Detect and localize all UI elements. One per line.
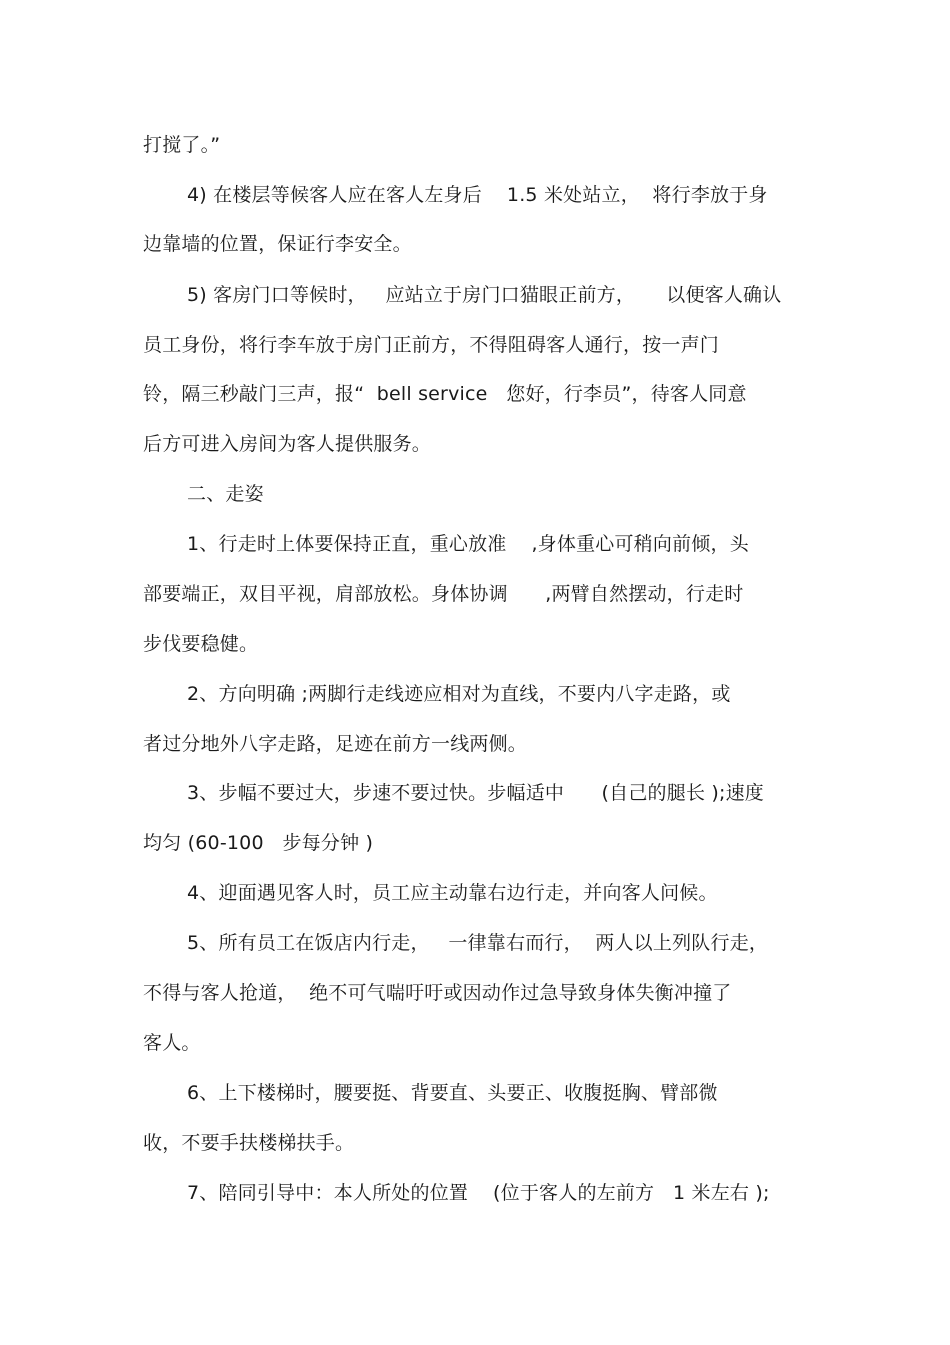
text-line: 不得与客人抢道， 绝不可气喘吁吁或因动作过急导致身体失衡冲撞了 — [143, 982, 732, 1004]
text-line: 部要端正，双目平视，肩部放松。身体协调 ,两臂自然摆动，行走时 — [143, 583, 744, 605]
text-line: 打搅了。” — [143, 134, 221, 156]
section-heading: 二、走姿 — [187, 483, 264, 505]
text-line: 者过分地外八字走路，足迹在前方一线两侧。 — [143, 733, 528, 755]
text-line: 边靠墙的位置，保证行李安全。 — [143, 233, 412, 255]
text-line: 均匀 (60-100 步每分钟 ) — [143, 832, 374, 854]
text-line: 客人。 — [143, 1032, 201, 1054]
text-line: 员工身份，将行李车放于房门正前方，不得阻碍客人通行，按一声门 — [143, 334, 720, 356]
text-line: 收，不要手扶楼梯扶手。 — [143, 1132, 355, 1154]
text-line: 7、陪同引导中：本人所处的位置 (位于客人的左前方 1 米左右 ); — [187, 1182, 770, 1204]
text-line: 5、所有员工在饭店内行走， 一律靠右而行， 两人以上列队行走， — [187, 932, 769, 954]
text-line: 2、方向明确 ;两脚行走线迹应相对为直线，不要内八字走路，或 — [187, 683, 731, 705]
text-line: 5) 客房门口等候时， 应站立于房门口猫眼正前方， 以便客人确认 — [187, 284, 782, 306]
text-line: 步伐要稳健。 — [143, 633, 259, 655]
text-line: 4、迎面遇见客人时，员工应主动靠右边行走，并向客人问候。 — [187, 882, 718, 904]
text-line: 铃，隔三秒敲门三声，报“ bell service 您好，行李员”，待客人同意 — [143, 383, 747, 405]
text-line: 后方可进入房间为客人提供服务。 — [143, 433, 432, 455]
text-line: 4) 在楼层等候客人应在客人左身后 1.5 米处站立， 将行李放于身 — [187, 184, 768, 206]
text-line: 1、行走时上体要保持正直，重心放准 ,身体重心可稍向前倾，头 — [187, 533, 749, 555]
text-line: 6、上下楼梯时，腰要挺、背要直、头要正、收腹挺胸、臂部微 — [187, 1082, 718, 1104]
text-line: 3、步幅不要过大，步速不要过快。步幅适中 (自己的腿长 );速度 — [187, 782, 764, 804]
